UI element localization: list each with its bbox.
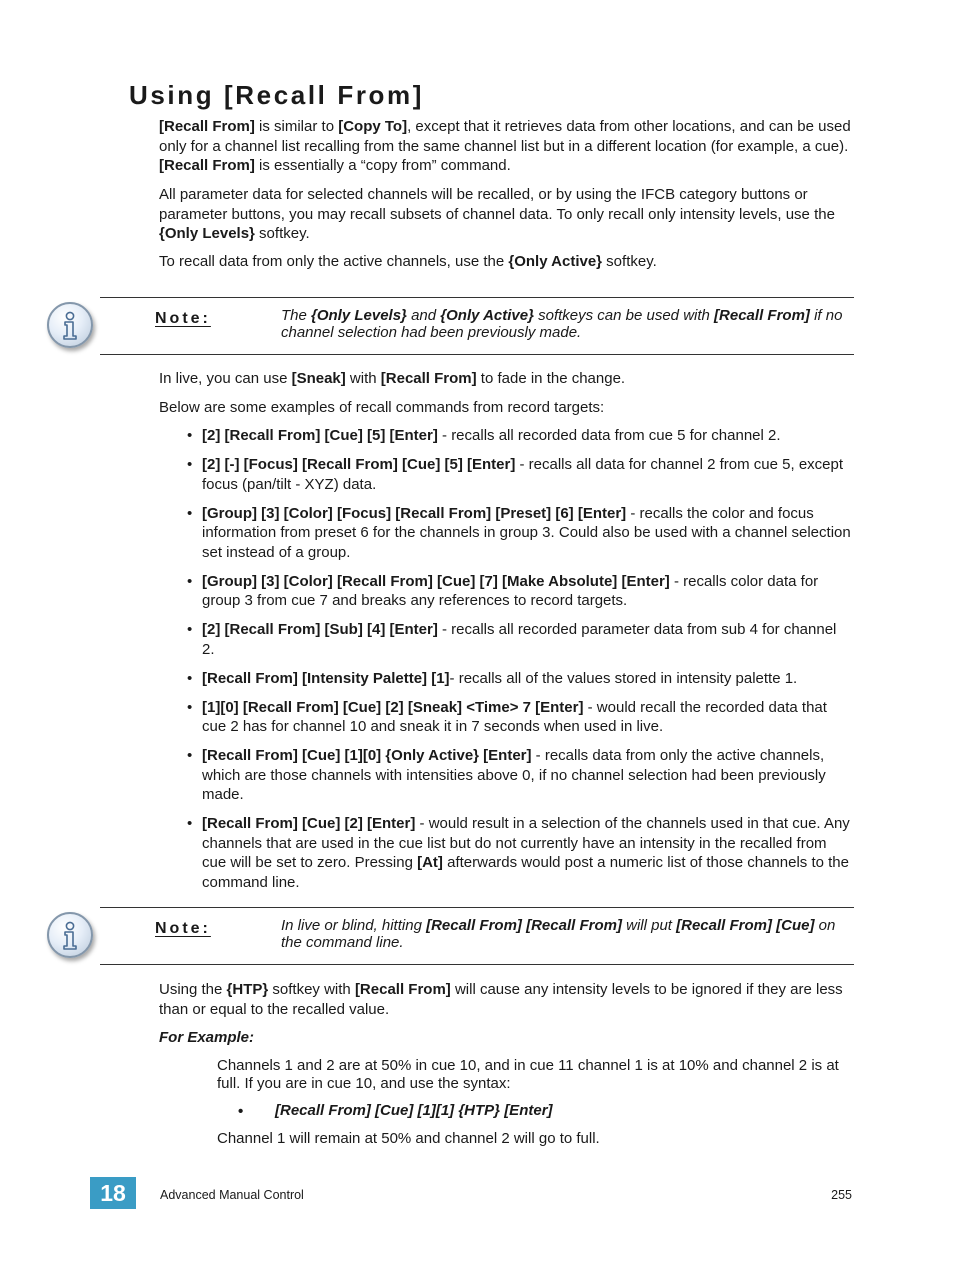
note-text: The {Only Levels} and {Only Active} softkeys can be used with [Recall From] if no channel selection had been previously made. [281,307,843,341]
note-block [100,297,854,355]
bold-command: [Recall From] [Cue] [676,917,815,934]
bold-command: [Recall From] [380,370,477,387]
example-result: Channel 1 will remain at 50% and channel 2 will go to full. [217,1130,600,1147]
note-label: Note: [155,310,211,327]
examples-list [202,426,852,902]
bold-command: [1][0] [Recall From] [Cue] [2] [Sneak] <Time> 7 [Enter] [202,698,584,716]
info-icon [47,912,93,958]
bold-command: [Recall From] [Cue] [2] [Enter] [202,815,416,832]
bold-command: [2] [Recall From] [Sub] [4] [Enter] [202,621,438,638]
list-item: • [2] [Recall From] [Sub] [4] [Enter] - recalls all recorded parameter data from sub 4 for channel 2. [202,620,852,659]
example-command: [Recall From] [Cue] [1][1] {HTP} [Enter] [275,1102,553,1119]
note-label: Note: [155,920,211,937]
bold-command: [Recall From] [159,157,255,174]
bold-command: [Recall From] [714,307,810,324]
list-item: • [2] [Recall From] [Cue] [5] [Enter] - recalls all recorded data from cue 5 for channel 2. [202,426,852,446]
bold-command: {HTP} [226,981,269,998]
bold-command: [Recall From] [159,118,255,135]
examples-intro: Below are some examples of recall commands from record targets: [159,399,605,416]
bold-command: [Recall From] [Recall From] [426,917,622,934]
example-bullet: • [238,1103,244,1120]
htp-paragraph: Using the {HTP} softkey with [Recall From] will cause any intensity levels to be ignored if they are less than or equal to the recalled value. [159,981,843,1018]
note-block [100,907,854,965]
bold-command: {Only Levels} [159,225,255,242]
bold-command: [Recall From] [Intensity Palette] [1] [202,669,450,687]
example-description: Channels 1 and 2 are at 50% in cue 10, and in cue 11 channel 1 is at 10% and channel 2 is at full. If you are in cue 10, and use the syntax: [217,1057,839,1092]
intro-paragraph-2: All parameter data for selected channels will be recalled, or by using the IFCB category buttons or parameter buttons, you may recall subsets of channel data. To only recall only intensity levels, use the {Only Levels} softkey. [159,186,835,242]
bold-command: [2] [Recall From] [Cue] [5] [Enter] [202,427,438,444]
bold-command: [2] [-] [Focus] [Recall From] [Cue] [5] [Enter] [202,456,516,473]
bold-command: [Group] [3] [Color] [Recall From] [Cue] [7] [Make Absolute] [Enter] [202,572,670,590]
note-text: In live or blind, hitting [Recall From] [Recall From] will put [Recall From] [Cue] on the command line. [281,917,836,951]
intro-paragraph-1: [Recall From] is similar to [Copy To], except that it retrieves data from other locations, and can be used only for a channel list recalling from the same channel list but in a different location (for example, a cue). [Recall From] is essentially a “copy from” command. [159,118,851,174]
list-item: • [1][0] [Recall From] [Cue] [2] [Sneak] <Time> 7 [Enter] - would recall the recorded data that cue 2 has for channel 10 and sneak it in 7 seconds when used in live. [202,698,852,737]
list-item: • [Recall From] [Cue] [1][0] {Only Active} [Enter] - recalls data from only the active channels, which are those channels with intensities above 0, if no channel selection had been previously made. [202,746,852,805]
list-item: • [Recall From] [Cue] [2] [Enter] - would result in a selection of the channels used in that cue. Any channels that are used in the cue list but do not currently have an intensity in the recalled from cue will be set to zero. Pressing [At] afterwards would post a numeric list of those channels to the command line. [202,814,852,892]
list-item: • [2] [-] [Focus] [Recall From] [Cue] [5] [Enter] - recalls all data for channel 2 from cue 5, except focus (pan/tilt - XYZ) data. [202,455,852,494]
list-item: • [Group] [3] [Color] [Recall From] [Cue] [7] [Make Absolute] [Enter] - recalls color data for group 3 from cue 7 and breaks any references to record targets. [202,572,852,611]
chapter-number-badge: 18 [90,1177,136,1209]
bold-command: [Sneak] [291,370,346,387]
bold-command: [Group] [3] [Color] [Focus] [Recall From] [Preset] [6] [Enter] [202,504,627,522]
bold-command: {Only Levels} [311,307,407,324]
sneak-paragraph: In live, you can use [Sneak] with [Recall From] to fade in the change. [159,370,626,387]
bold-command: [Recall From] [354,981,451,998]
footer-section-title: Advanced Manual Control [160,1188,304,1202]
bold-command: {Only Active} [508,253,603,270]
bold-command: {Only Active} [440,307,534,324]
section-heading: Using [Recall From] [129,80,424,110]
bold-command: [At] [417,854,443,871]
bold-command: [Copy To] [338,118,408,135]
info-icon [47,302,93,348]
bold-command: [Recall From] [Cue] [1][0] {Only Active} [Enter] [202,747,532,764]
for-example-label: For Example: [159,1029,255,1046]
list-item: • [Group] [3] [Color] [Focus] [Recall From] [Preset] [6] [Enter] - recalls the color and focus information from preset 6 for the channels in group 3. Could also be used with a channel selection set instead of a group. [202,504,852,563]
list-item: • [Recall From] [Intensity Palette] [1]- recalls all of the values stored in intensity palette 1. [202,669,852,689]
intro-paragraph-3: To recall data from only the active channels, use the {Only Active} softkey. [159,253,657,270]
page-number: 255 [831,1188,852,1202]
